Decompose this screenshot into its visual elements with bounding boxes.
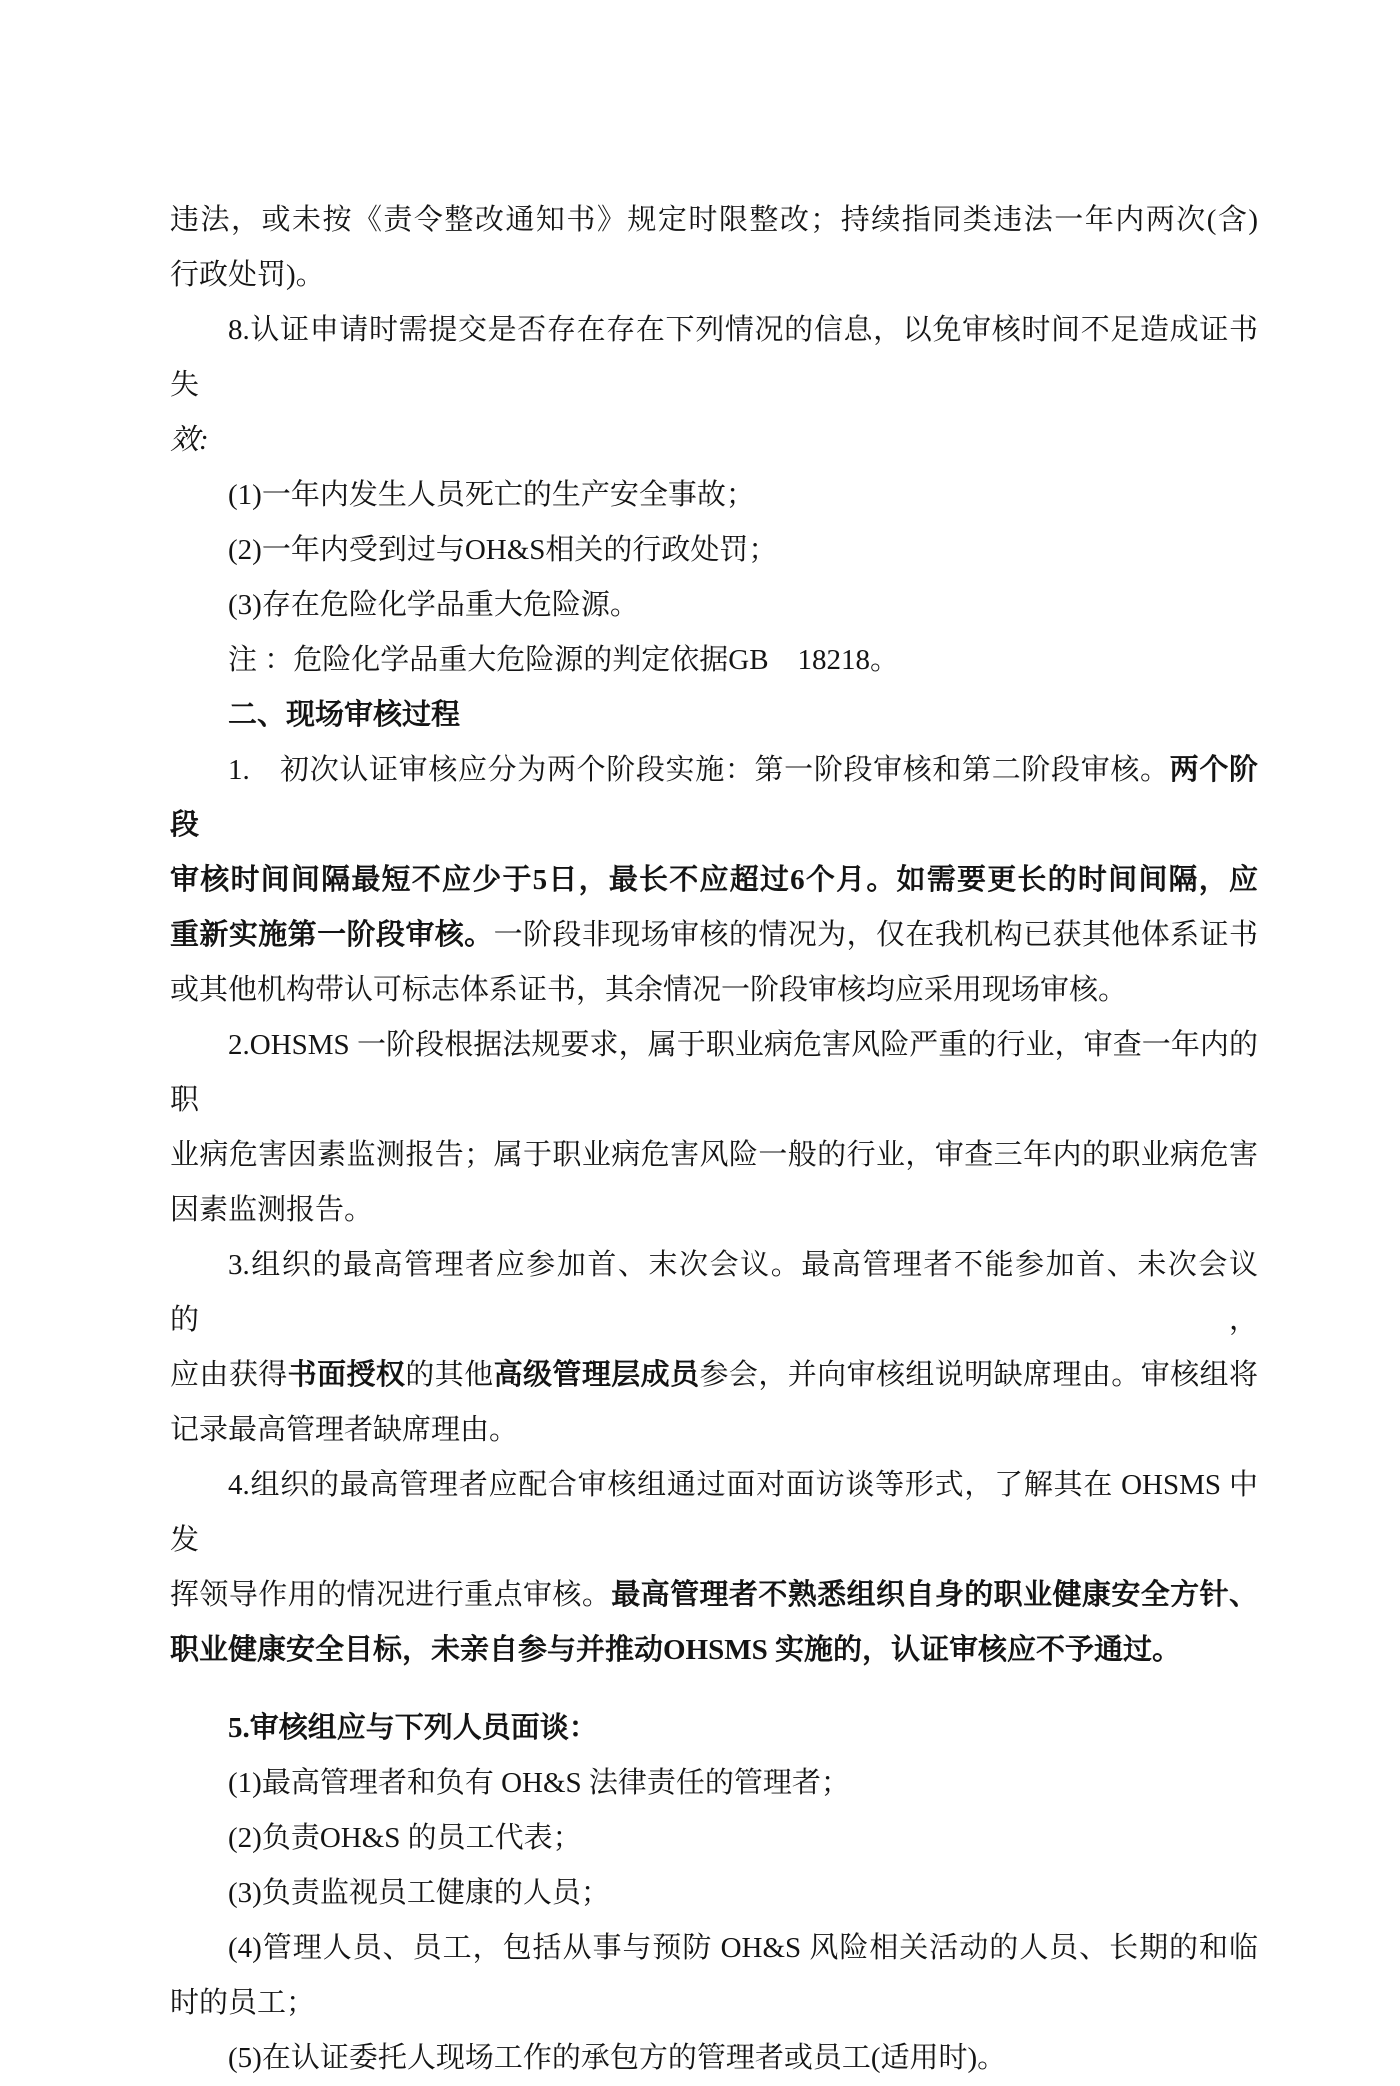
text-line xyxy=(170,1866,1258,1921)
text-run: 应由获得 xyxy=(170,1359,288,1391)
text-run: 时的员工； xyxy=(170,1987,316,2019)
text-run: (2)负责OH&S 的员工代表； xyxy=(228,1822,582,1854)
text-run: 参会，并向审核组说明缺席理由。审核组将 xyxy=(699,1359,1258,1391)
text-run: 记录最高管理者缺席理由。 xyxy=(170,1414,519,1446)
text-run: 最高管理者不熟悉组织自身的职业健康安全方针、 xyxy=(611,1579,1258,1611)
text-line xyxy=(170,578,1258,633)
text-run: 因素监测报告。 xyxy=(170,1194,374,1226)
text-line xyxy=(170,1128,1258,1183)
text-run: 注 ：危险化学品重大危险源的判定依据GB 18218。 xyxy=(228,644,900,676)
text-run: (5)在认证委托人现场工作的承包方的管理者或员工(适用时)。 xyxy=(228,2042,1007,2074)
text-line xyxy=(170,1403,1258,1458)
text-line xyxy=(170,1623,1258,1678)
text-run: 4.组织的最高管理者应配合审核组通过面对面访谈等形式，了解其在 OHSMS 中发 xyxy=(170,1469,1258,1556)
text-run: (1)最高管理者和负有 OH&S 法律责任的管理者； xyxy=(228,1767,850,1799)
text-run: 1. 初次认证审核应分为两个阶段实施：第一阶段审核和第二阶段审核。 xyxy=(228,754,1170,786)
text-line xyxy=(170,1348,1258,1403)
text-line xyxy=(170,633,1258,688)
text-run: (4)管理人员、员工，包括从事与预防 OH&S 风险相关活动的人员、长期的和临 xyxy=(228,1932,1258,1964)
text-run: 5.审核组应与下列人员面谈： xyxy=(228,1712,598,1744)
text-line xyxy=(170,963,1258,1018)
text-run: (2)一年内受到过与OH&S相关的行政处罚； xyxy=(228,534,778,566)
text-line xyxy=(170,2031,1258,2086)
text-run: 一阶段非现场审核的情况为，仅在我机构已获其他体系证书 xyxy=(493,919,1258,951)
text-run: 书面授权 xyxy=(287,1359,406,1391)
text-run: 二、现场审核过程 xyxy=(228,699,461,731)
text-line xyxy=(170,1568,1258,1623)
text-run: 行政处罚)。 xyxy=(170,259,325,291)
text-line xyxy=(170,1018,1258,1128)
document-body xyxy=(170,193,1258,2086)
text-run: (1)一年内发生人员死亡的生产安全事故； xyxy=(228,479,755,511)
text-line xyxy=(170,908,1258,963)
text-line xyxy=(170,1238,1258,1348)
text-line xyxy=(170,1756,1258,1811)
text-run: 审核时间间隔最短不应少于5日，最长不应超过6个月。如需要更长的时间间隔，应 xyxy=(170,864,1258,896)
text-line xyxy=(170,523,1258,578)
text-line xyxy=(170,468,1258,523)
text-run: 2.OHSMS 一阶段根据法规要求，属于职业病危害风险严重的行业，审查一年内的职 xyxy=(170,1029,1258,1116)
text-run: 职业健康安全目标，未亲自参与并推动OHSMS 实施的，认证审核应不予通过。 xyxy=(170,1634,1181,1666)
text-line xyxy=(170,1976,1258,2031)
text-line xyxy=(170,1183,1258,1238)
text-line xyxy=(170,853,1258,908)
text-line xyxy=(170,688,1258,743)
text-line xyxy=(170,248,1258,303)
text-run: 挥领导作用的情况进行重点审核。 xyxy=(170,1579,612,1611)
text-run: (3)存在危险化学品重大危险源。 xyxy=(228,589,639,621)
text-line xyxy=(170,743,1258,853)
text-run: 业病危害因素监测报告；属于职业病危害风险一般的行业，审查三年内的职业病危害 xyxy=(170,1139,1258,1171)
text-run: (3)负责监视员工健康的人员； xyxy=(228,1877,610,1909)
text-line xyxy=(170,1701,1258,1756)
text-line xyxy=(170,193,1258,248)
text-line xyxy=(170,1458,1258,1568)
text-line xyxy=(170,1921,1258,1976)
text-run: 8.认证申请时需提交是否存在存在下列情况的信息，以免审核时间不足造成证书失 xyxy=(170,314,1258,401)
text-run: 违法，或未按《责令整改通知书》规定时限整改；持续指同类违法一年内两次(含) xyxy=(170,204,1258,236)
text-line xyxy=(170,1811,1258,1866)
text-run: 3.组织的最高管理者应参加首、末次会议。最高管理者不能参加首、未次会议的， xyxy=(170,1249,1258,1336)
text-run: 的其他 xyxy=(405,1359,494,1391)
text-line xyxy=(170,413,1258,468)
text-line xyxy=(170,303,1258,413)
text-run: 高级管理层成员 xyxy=(493,1359,700,1391)
text-run: 效: xyxy=(170,424,209,456)
text-run: 重新实施第一阶段审核。 xyxy=(170,919,494,951)
text-run: 或其他机构带认可标志体系证书，其余情况一阶段审核均应采用现场审核。 xyxy=(170,974,1128,1006)
text-run: 两个阶段 xyxy=(170,754,1258,841)
